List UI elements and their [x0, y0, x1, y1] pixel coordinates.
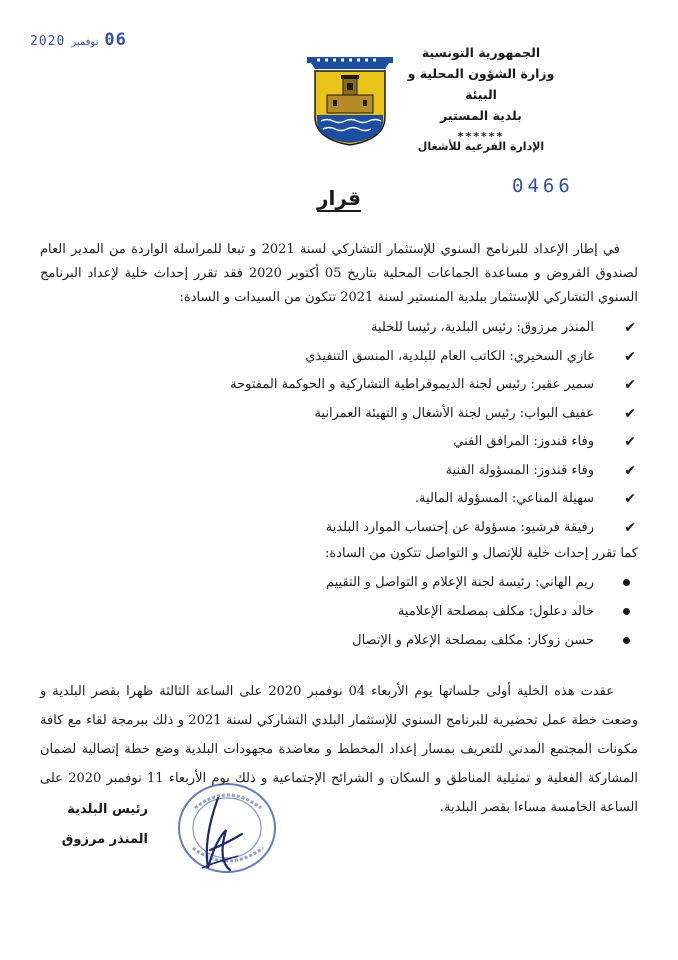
member-text: حسن زوكار: مكلف بمصلحة الإعلام و الإتصال	[352, 633, 594, 648]
member-text: ريم الهاني: رئيسة لجنة الإعلام و التواصل و التقييم	[325, 575, 594, 590]
checkmark-icon: ✔	[624, 377, 636, 393]
bullet-icon	[623, 637, 630, 644]
list-item	[40, 314, 638, 343]
member-text: المنذر مرزوق: رئيس البلدية، رئيسا للخلية	[371, 320, 594, 335]
list-item	[40, 626, 638, 655]
signature-role: رئيس البلدية	[67, 802, 148, 817]
list-item	[40, 597, 638, 626]
member-text: غازي السخيري: الكاتب العام للبلدية، المنسق التنفيذي	[305, 348, 594, 364]
reference-number: 0466	[512, 175, 574, 197]
list-item	[40, 400, 638, 429]
list-item	[40, 514, 638, 543]
member-text: سهيلة المناعي: المسؤولة المالية.	[414, 491, 594, 506]
signature-block	[38, 795, 148, 855]
member-text: عفيف البواب: رئيس لجنة الأشغال و التهيئة العمرانية	[314, 405, 594, 421]
bullet-icon	[623, 608, 630, 615]
list-item	[40, 457, 638, 486]
member-text: سمير عقير: رئيس لجنة الديموقراطية التشاركية و الحوكمة المفتوحة	[230, 377, 594, 392]
signature-name: المنذر مرزوق	[61, 832, 148, 847]
list-item	[40, 371, 638, 400]
list-item	[40, 343, 638, 372]
letterhead-line-municipality: بلدية المستير	[440, 108, 522, 123]
list-item	[40, 485, 638, 514]
date-stamp	[30, 30, 127, 50]
document-body	[40, 238, 638, 822]
list-item	[40, 568, 638, 597]
member-text: خالد دعلول: مكلف بمصلحة الإعلامية	[397, 604, 594, 619]
monastir-coat-of-arms-icon	[305, 55, 395, 147]
intro-paragraph: في إطار الإعداد للبرنامج السنوي للإستثمار التشاركي لسنة 2021 و تبعا للمراسلة الواردة من المدير العام لصندوق القروض و مساعدة الجماعات المحلية بتاريخ 05 أكتوبر 2020 فقد تقرر إحداث خلية لإعداد البرنامج السنوي التشاركي للإستثمار ببلدية المنستير لسنة 2021 تتكون من السيدات و السادة:	[40, 242, 638, 305]
stamp-month: نوفمبر	[71, 37, 99, 48]
list-item	[40, 428, 638, 457]
member-text: رفيقة فرشيو: مسؤولة عن إحتساب الموارد البلدية	[325, 519, 594, 535]
checkmark-icon: ✔	[624, 405, 636, 422]
checkmark-icon: ✔	[624, 434, 636, 450]
letterhead-line-republic: الجمهورية التونسية	[421, 45, 541, 60]
member-text: وفاء قندوز: المرافق الفني	[453, 434, 594, 449]
stamp-day: 06	[104, 30, 127, 50]
checkmark-icon: ✔	[624, 320, 636, 336]
department-name: الإدارة الفرعية للأشغال	[417, 140, 545, 153]
communication-cell-intro: كما تقرر إحداث خلية للإتصال و التواصل تتكون من السادة:	[324, 546, 638, 561]
letterhead-stars: ******	[457, 130, 505, 143]
communication-members-list	[40, 568, 638, 655]
bullet-icon	[623, 579, 630, 586]
letterhead-line-ministry: وزارة الشؤون المحلية و البيئة	[407, 66, 555, 102]
document-title	[0, 186, 678, 210]
member-text: وفاء قندوز: المسؤولة الفنية	[445, 462, 594, 478]
handwritten-signature-icon	[180, 790, 260, 880]
checkmark-icon: ✔	[624, 491, 636, 507]
letterhead	[396, 42, 566, 147]
document-title-text: قرار	[317, 186, 361, 210]
checkmark-icon: ✔	[624, 348, 636, 365]
members-list	[40, 314, 638, 542]
closing-paragraph: عقدت هذه الخلية أولى جلساتها يوم الأربعاء 04 نوفمبر 2020 على الساعة الثالثة ظهرا بقصر البلدية و وضعت خطة عمل تحضيرية للبرنامج السنوي للإستثمار البلدي التشاركي لسنة 2021 و ذلك ببرمجة لقاء مع كافة مكونات المجتمع المدني للتعريف بمسار إعداد المخطط و معاضدة مجهودات البلدية وضع خطة إتصالية لضمان المشاركة الفعلية و تمثيلية المناطق و السكان و الشرائح الإجتماعية و ذلك يوم الأربعاء 11 نوفمبر 2020 على الساعة الخامسة مساءا بقصر البلدية.	[40, 684, 638, 815]
stamp-year: 2020	[30, 34, 66, 49]
checkmark-icon: ✔	[624, 519, 636, 536]
checkmark-icon: ✔	[624, 462, 636, 479]
